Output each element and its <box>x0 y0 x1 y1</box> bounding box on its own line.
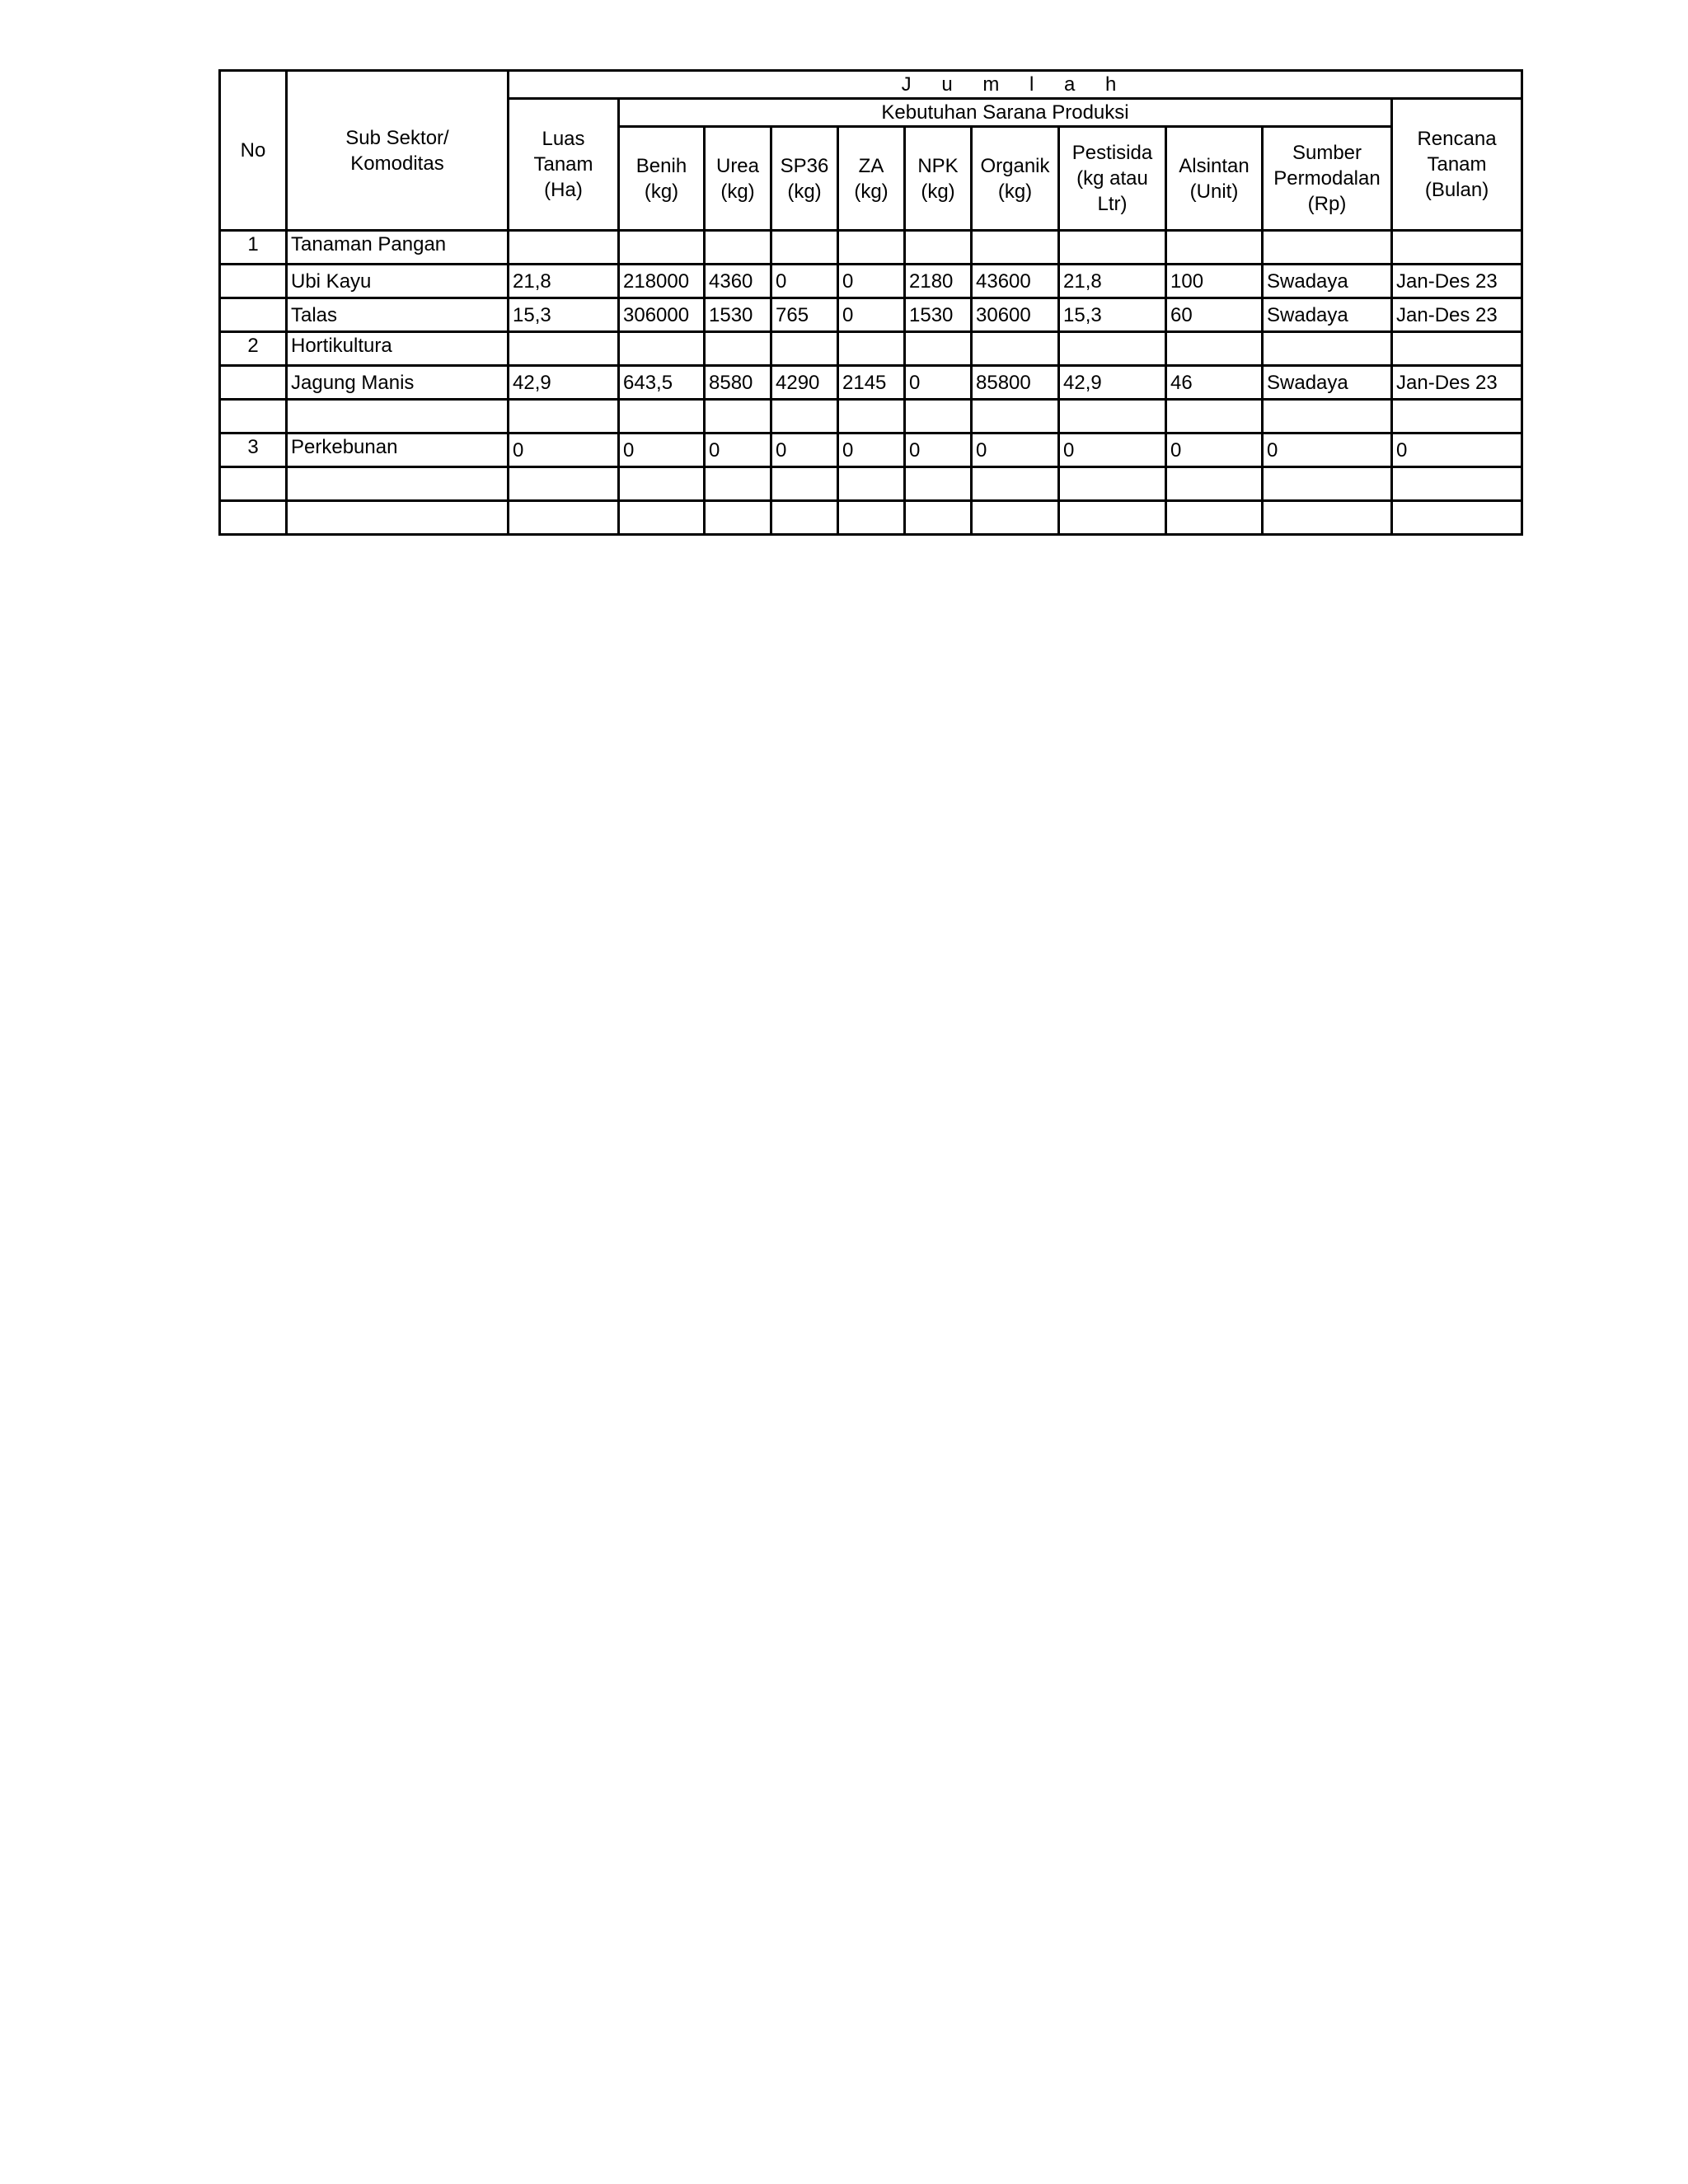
cell-urea: 8580 <box>705 366 771 400</box>
cell-sp36: 4290 <box>771 366 838 400</box>
cell-za: 2145 <box>838 366 905 400</box>
header-sub-sektor-line-2: Komoditas <box>350 152 444 175</box>
cell-alsintan <box>1166 501 1263 535</box>
cell-rencana-tanam <box>1392 467 1522 501</box>
cell-organik <box>972 501 1059 535</box>
cell-luas-tanam <box>509 400 619 434</box>
header-za <box>838 127 905 231</box>
cell-organik: 0 <box>972 434 1059 467</box>
cell-pestisida <box>1059 231 1166 265</box>
table-row <box>220 434 1522 467</box>
table-row <box>220 400 1522 434</box>
header-luas-line-2: Tanam <box>533 153 593 176</box>
header-no: No <box>220 71 287 231</box>
cell-sp36 <box>771 501 838 535</box>
cell-commodity: Jagung Manis <box>287 366 509 400</box>
header-npk-line-1: NPK <box>917 154 959 177</box>
cell-no <box>220 265 287 298</box>
cell-no <box>220 400 287 434</box>
cell-pestisida <box>1059 332 1166 366</box>
header-rencana-tanam <box>1392 99 1522 231</box>
header-alsintan-line-1: Alsintan <box>1179 154 1250 177</box>
cell-pestisida <box>1059 501 1166 535</box>
cell-sumber-permodalan: Swadaya <box>1263 366 1392 400</box>
cell-npk <box>905 231 972 265</box>
header-benih-line-1: Benih <box>635 154 687 177</box>
header-pestisida <box>1059 127 1166 231</box>
cell-luas-tanam <box>509 501 619 535</box>
cell-sumber-permodalan: Swadaya <box>1263 265 1392 298</box>
cell-benih <box>619 332 705 366</box>
cell-npk <box>905 467 972 501</box>
table-row <box>220 467 1522 501</box>
cell-za: 0 <box>838 298 905 332</box>
cell-rencana-tanam <box>1392 501 1522 535</box>
cell-sp36: 0 <box>771 265 838 298</box>
cell-za <box>838 332 905 366</box>
cell-za <box>838 501 905 535</box>
header-rencana-line-3: (Bulan) <box>1424 179 1489 201</box>
cell-luas-tanam: 21,8 <box>509 265 619 298</box>
table-row <box>220 298 1522 332</box>
cell-organik <box>972 467 1059 501</box>
cell-luas-tanam: 15,3 <box>509 298 619 332</box>
cell-rencana-tanam: Jan-Des 23 <box>1392 298 1522 332</box>
cell-sumber-permodalan <box>1263 332 1392 366</box>
cell-za: 0 <box>838 434 905 467</box>
cell-no: 1 <box>220 231 287 265</box>
production-needs-table <box>218 69 1523 536</box>
cell-npk: 0 <box>905 366 972 400</box>
header-sumber-line-2: Permodalan <box>1273 167 1381 190</box>
header-luas-tanam <box>509 99 619 231</box>
cell-alsintan <box>1166 400 1263 434</box>
cell-pestisida: 21,8 <box>1059 265 1166 298</box>
header-luas-line-3: (Ha) <box>544 179 583 201</box>
cell-organik: 43600 <box>972 265 1059 298</box>
cell-alsintan <box>1166 231 1263 265</box>
cell-sp36: 0 <box>771 434 838 467</box>
cell-luas-tanam: 0 <box>509 434 619 467</box>
header-sumber-line-3: (Rp) <box>1307 193 1347 215</box>
cell-urea <box>705 332 771 366</box>
cell-npk <box>905 501 972 535</box>
table-row <box>220 501 1522 535</box>
cell-pestisida <box>1059 400 1166 434</box>
cell-no: 3 <box>220 434 287 467</box>
header-sp36-line-2: (kg) <box>787 180 822 203</box>
cell-benih <box>619 231 705 265</box>
cell-za <box>838 400 905 434</box>
header-sumber-permodalan <box>1263 127 1392 231</box>
cell-sp36 <box>771 231 838 265</box>
cell-no <box>220 366 287 400</box>
header-rencana-line-2: Tanam <box>1427 153 1487 176</box>
table-row <box>220 265 1522 298</box>
cell-benih: 0 <box>619 434 705 467</box>
cell-urea <box>705 467 771 501</box>
cell-npk: 0 <box>905 434 972 467</box>
cell-sp36 <box>771 332 838 366</box>
header-urea-line-1: Urea <box>715 154 760 177</box>
cell-sumber-permodalan <box>1263 467 1392 501</box>
cell-sp36 <box>771 467 838 501</box>
header-luas-line-1: Luas <box>542 128 585 150</box>
table-row <box>220 231 1522 265</box>
header-alsintan-line-2: (Unit) <box>1189 180 1239 203</box>
cell-organik: 30600 <box>972 298 1059 332</box>
header-za-line-2: (kg) <box>854 180 889 203</box>
header-organik-line-2: (kg) <box>997 180 1033 203</box>
cell-luas-tanam: 42,9 <box>509 366 619 400</box>
header-npk-line-2: (kg) <box>921 180 955 203</box>
cell-sp36 <box>771 400 838 434</box>
cell-no <box>220 467 287 501</box>
cell-sumber-permodalan <box>1263 231 1392 265</box>
header-sub-sektor <box>287 71 509 231</box>
cell-npk <box>905 400 972 434</box>
cell-no <box>220 501 287 535</box>
cell-commodity <box>287 467 509 501</box>
cell-organik <box>972 231 1059 265</box>
cell-alsintan: 60 <box>1166 298 1263 332</box>
cell-rencana-tanam: Jan-Des 23 <box>1392 366 1522 400</box>
cell-commodity: Tanaman Pangan <box>287 231 509 265</box>
cell-pestisida: 15,3 <box>1059 298 1166 332</box>
header-sumber-line-1: Sumber <box>1292 142 1362 164</box>
cell-sumber-permodalan <box>1263 501 1392 535</box>
cell-za <box>838 467 905 501</box>
cell-alsintan <box>1166 332 1263 366</box>
cell-rencana-tanam: 0 <box>1392 434 1522 467</box>
header-sub-sektor-line-1: Sub Sektor/ <box>345 126 449 149</box>
header-benih <box>619 127 705 231</box>
cell-benih <box>619 501 705 535</box>
cell-urea: 4360 <box>705 265 771 298</box>
header-organik-line-1: Organik <box>980 154 1050 177</box>
header-urea-line-2: (kg) <box>720 180 755 203</box>
table-row <box>220 366 1522 400</box>
cell-urea <box>705 400 771 434</box>
table-row <box>220 332 1522 366</box>
cell-commodity: Talas <box>287 298 509 332</box>
cell-benih: 218000 <box>619 265 705 298</box>
cell-alsintan: 0 <box>1166 434 1263 467</box>
cell-luas-tanam <box>509 467 619 501</box>
cell-npk: 2180 <box>905 265 972 298</box>
cell-commodity: Hortikultura <box>287 332 509 366</box>
header-kebutuhan: Kebutuhan Sarana Produksi <box>619 99 1392 127</box>
header-sp36 <box>771 127 838 231</box>
cell-benih: 643,5 <box>619 366 705 400</box>
cell-benih: 306000 <box>619 298 705 332</box>
cell-npk: 1530 <box>905 298 972 332</box>
cell-commodity: Ubi Kayu <box>287 265 509 298</box>
header-npk <box>905 127 972 231</box>
header-rencana-line-1: Rencana <box>1417 128 1497 150</box>
cell-za: 0 <box>838 265 905 298</box>
cell-za <box>838 231 905 265</box>
header-jumlah: J u m l a h <box>509 71 1522 99</box>
cell-pestisida: 42,9 <box>1059 366 1166 400</box>
cell-sumber-permodalan <box>1263 400 1392 434</box>
cell-luas-tanam <box>509 332 619 366</box>
header-benih-line-2: (kg) <box>644 180 679 203</box>
cell-commodity <box>287 501 509 535</box>
cell-alsintan <box>1166 467 1263 501</box>
cell-commodity: Perkebunan <box>287 434 509 467</box>
cell-sp36: 765 <box>771 298 838 332</box>
header-organik <box>972 127 1059 231</box>
cell-pestisida <box>1059 467 1166 501</box>
cell-pestisida: 0 <box>1059 434 1166 467</box>
cell-urea: 0 <box>705 434 771 467</box>
cell-urea <box>705 501 771 535</box>
cell-benih <box>619 467 705 501</box>
cell-organik: 85800 <box>972 366 1059 400</box>
cell-npk <box>905 332 972 366</box>
cell-sumber-permodalan: Swadaya <box>1263 298 1392 332</box>
cell-rencana-tanam: Jan-Des 23 <box>1392 265 1522 298</box>
cell-sumber-permodalan: 0 <box>1263 434 1392 467</box>
header-alsintan <box>1166 127 1263 231</box>
cell-urea: 1530 <box>705 298 771 332</box>
header-pestisida-line-2: (kg atau <box>1076 167 1148 190</box>
header-pestisida-line-3: Ltr) <box>1097 193 1128 215</box>
header-sp36-line-1: SP36 <box>780 154 829 177</box>
header-urea <box>705 127 771 231</box>
table-body <box>220 231 1522 535</box>
cell-rencana-tanam <box>1392 231 1522 265</box>
cell-luas-tanam <box>509 231 619 265</box>
cell-benih <box>619 400 705 434</box>
cell-rencana-tanam <box>1392 400 1522 434</box>
cell-rencana-tanam <box>1392 332 1522 366</box>
cell-alsintan: 46 <box>1166 366 1263 400</box>
header-pestisida-line-1: Pestisida <box>1071 142 1153 164</box>
header-za-line-1: ZA <box>858 154 884 177</box>
cell-commodity <box>287 400 509 434</box>
cell-organik <box>972 400 1059 434</box>
cell-urea <box>705 231 771 265</box>
cell-organik <box>972 332 1059 366</box>
cell-no: 2 <box>220 332 287 366</box>
cell-alsintan: 100 <box>1166 265 1263 298</box>
cell-no <box>220 298 287 332</box>
